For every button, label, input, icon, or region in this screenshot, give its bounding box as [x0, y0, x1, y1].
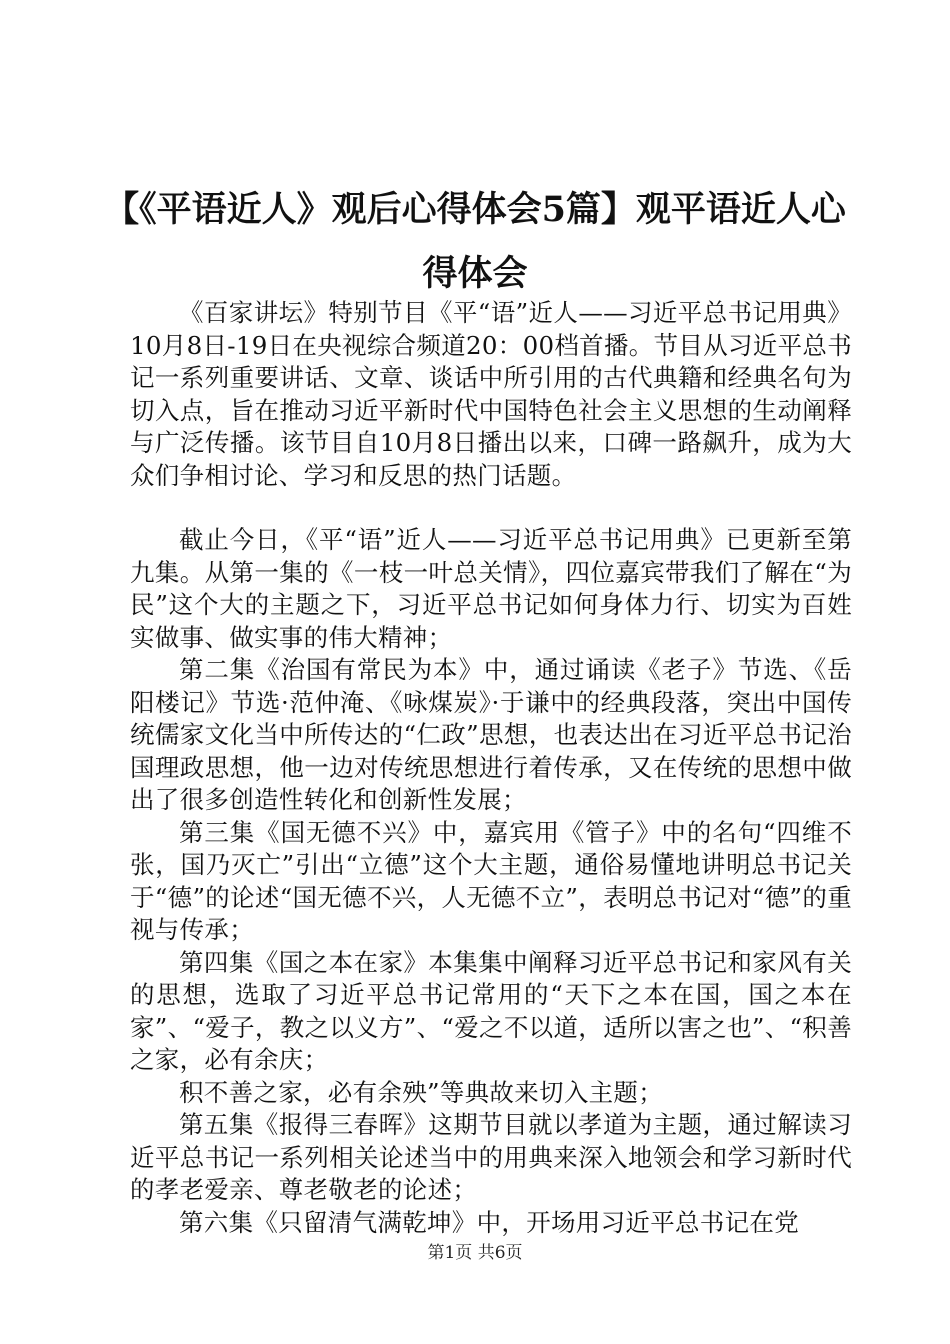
page-number-footer: 第1页 共6页 — [427, 1243, 523, 1263]
document-title: 【《平语近人》观后心得体会5篇】观平语近人心得体会 — [104, 189, 846, 294]
paragraph-intro: 《百家讲坛》特别节目《平“语”近人——习近平总书记用典》10月8日-19日在央视综合频道20：00档首播。节目从习近平总书记一系列重要讲话、文章、谈话中所引用的古代典籍和经典名句为切入点，旨在推动习近平新时代中国特色社会主义思想的生动阐释与广泛传播。该节目自10月8日播出以来，口碑一路飙升，成为大众们争相讨论、学习和反思的热门话题。 — [130, 298, 852, 490]
paragraph-episode-3: 第三集《国无德不兴》中，嘉宾用《管子》中的名句“四维不张，国乃灭亡”引出“立德”这个大主题，通俗易懂地讲明总书记关于“德”的论述“国无德不兴，人无德不立”，表明总书记对“德”的重视与传承； — [130, 817, 852, 944]
paragraph-episode-1: 截止今日，《平“语”近人——习近平总书记用典》已更新至第九集。从第一集的《一枝一叶总关情》，四位嘉宾带我们了解在“为民”这个大的主题之下，习近平总书记如何身体力行、切实为百姓实做事、做实事的伟大精神； — [130, 525, 852, 652]
paragraph-episode-2: 第二集《治国有常民为本》中，通过诵读《老子》节选、《岳阳楼记》节选·范仲淹、《咏煤炭》·于谦中的经典段落，突出中国传统儒家文化当中所传达的“仁政”思想，也表达出在习近平总书记治国理政思想，他一边对传统思想进行着传承，又在传统的思想中做出了很多创造性转化和创新性发展； — [130, 655, 852, 814]
paragraph-episode-4: 第四集《国之本在家》本集集中阐释习近平总书记和家风有关的思想，选取了习近平总书记常用的“天下之本在国，国之本在家”、“爱子，教之以义方”、“爱之不以道，适所以害之也”、“积善之家，必有余庆； — [130, 947, 852, 1074]
paragraph-episode-6: 第六集《只留清气满乾坤》中，开场用习近平总书记在党 — [179, 1207, 799, 1237]
paragraph-episode-5: 第五集《报得三春晖》这期节目就以孝道为主题，通过解读习近平总书记一系列相关论述当中的用典来深入地领会和学习新时代的孝老爱亲、尊老敬老的论述； — [130, 1110, 852, 1204]
paragraph-episode-4-cont: 积不善之家，必有余殃”等典故来切入主题； — [179, 1077, 664, 1107]
document-body — [130, 297, 852, 1239]
